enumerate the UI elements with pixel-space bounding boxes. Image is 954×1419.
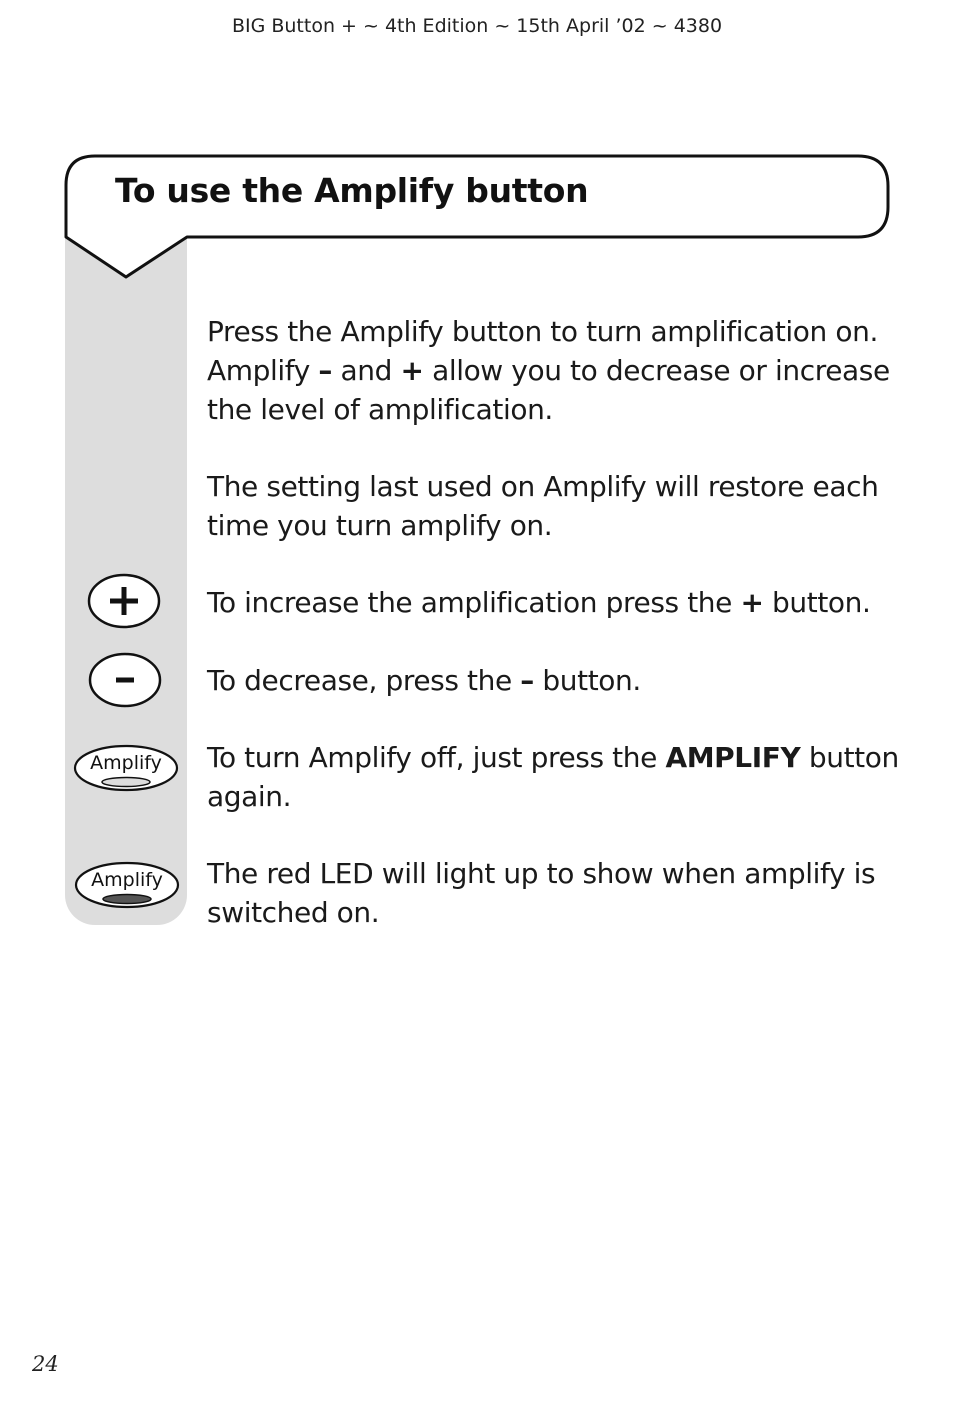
section-title: To use the Amplify button bbox=[115, 171, 589, 210]
paragraph-decrease: To decrease, press the – button. bbox=[207, 664, 641, 697]
header-line: BIG Button + ~ 4th Edition ~ 15th April ’02 ~ 4380 bbox=[231, 15, 723, 37]
paragraph-increase: To increase the amplification press the + button. bbox=[207, 586, 871, 619]
plus-button-icon bbox=[86, 573, 162, 629]
icon-sidebar bbox=[65, 196, 187, 925]
amplify-button-label: Amplify bbox=[91, 869, 163, 891]
amplify-button-off-icon bbox=[72, 743, 180, 795]
amplify-button-label: Amplify bbox=[90, 752, 162, 774]
amplify-button-on-icon bbox=[73, 860, 181, 912]
plus-symbol: + bbox=[740, 586, 764, 619]
page-number: 24 bbox=[32, 1352, 59, 1376]
paragraph-amplify-intro: Press the Amplify button to turn amplification on. Amplify – and + allow you to decrease or increase the level of amplification. bbox=[207, 315, 890, 426]
paragraph-red-led: The red LED will light up to show when amplify is switched on. bbox=[207, 857, 876, 929]
minus-button-icon bbox=[87, 652, 163, 708]
minus-symbol: – bbox=[318, 354, 333, 387]
led-off-icon bbox=[102, 778, 150, 787]
title-box bbox=[0, 0, 954, 300]
paragraph-setting-restore: The setting last used on Amplify will restore each time you turn amplify on. bbox=[207, 470, 879, 542]
minus-symbol: – bbox=[520, 664, 534, 697]
amplify-keyword: AMPLIFY bbox=[665, 741, 801, 774]
paragraph-turn-off: To turn Amplify off, just press the AMPLIFY button again. bbox=[207, 741, 899, 813]
plus-symbol: + bbox=[400, 354, 424, 387]
led-on-icon bbox=[103, 895, 151, 904]
